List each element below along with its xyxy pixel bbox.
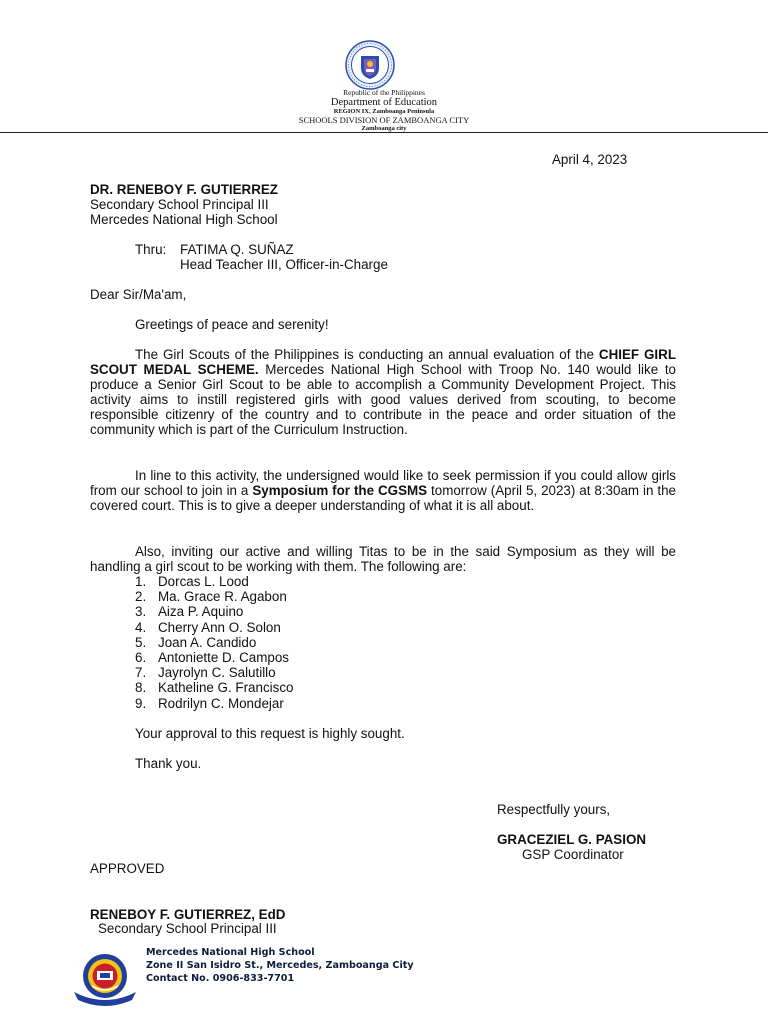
list-item [135,696,293,711]
list-item-name: Antoniette D. Campos [158,650,289,666]
footer-address: Zone II San Isidro St., Mercedes, Zamboanga City [146,960,414,971]
closing-phrase: Respectfully yours, [497,802,611,817]
recipient-school: Mercedes National High School [90,212,278,227]
recipient-name: DR. RENEBOY F. GUTIERREZ [90,182,278,197]
list-item-number: 7. [135,665,147,681]
list-item-name: Ma. Grace R. Agabon [158,589,287,605]
footer-school-name: Mercedes National High School [146,947,315,958]
list-item-number: 4. [135,619,147,635]
list-item-number: 2. [135,589,147,605]
school-logo-icon [70,950,140,1008]
paragraph-permission-text-b: tomorrow (April 5, 2023) at 8:30am in the covered court. This is to give a deeper understanding of what it is all about. [90,483,676,513]
list-item [135,635,293,650]
sender-title: GSP Coordinator [522,847,624,862]
list-item-number: 5. [135,634,147,650]
greeting: Greetings of peace and serenity! [135,317,329,332]
republic-line: Republic of the Philippines [343,88,425,97]
list-item [135,665,293,680]
city-line: Zamboanga city [361,125,407,132]
region-line: REGION IX, Zamboanga Peninsula [333,108,435,115]
department-name: Department of Education [330,97,438,108]
list-item-name: Cherry Ann O. Solon [158,619,281,635]
approval-request: Your approval to this request is highly sought. [135,726,405,741]
list-item [135,604,293,619]
approved-label: APPROVED [90,861,165,876]
sender-name: GRACEZIEL G. PASION [497,832,647,847]
footer-contact: Contact No. 0906-833-7701 [146,973,295,984]
paragraph-permission-text-a: In line to this activity, the undersigned would like to seek permission if you could allow girls from our school to join in a [90,468,676,498]
paragraph-evaluation-text-b: Mercedes National High School with Troop No. 140 would like to produce a Senior Girl Scout to be able to accomplish a Community Development Project. This activity aims to instill registered girls with good values derived from scouting, to become responsible citizenry of the country and to contribute in the peace and order situation of the community which is part of the Curriculum Instruction. [90,362,676,437]
list-item-number: 1. [135,574,147,589]
list-item-name: Rodrilyn C. Mondejar [158,695,284,711]
list-item [135,650,293,665]
list-item-name: Joan A. Candido [158,634,257,650]
recipient-title: Secondary School Principal III [90,197,269,212]
titas-list [135,574,293,711]
paragraph-evaluation-text-a: The Girl Scouts of the Philippines is conducting an annual evaluation of the [135,347,599,362]
list-item [135,574,293,589]
list-item [135,680,293,695]
paragraph-evaluation [90,347,676,437]
approver-name: RENEBOY F. GUTIERREZ, EdD [90,907,286,922]
list-item-name: Aiza P. Aquino [158,604,244,620]
letter-date: April 4, 2023 [552,152,628,167]
thru-title: Head Teacher III, Officer-in-Charge [180,257,388,272]
list-item-number: 9. [135,695,147,711]
paragraph-titas [90,544,676,574]
division-line: SCHOOLS DIVISION OF ZAMBOANGA CITY [298,115,470,125]
deped-seal-icon [345,40,395,90]
list-item-name: Katheline G. Francisco [158,680,294,696]
thru-label: Thru: [135,242,167,257]
approver-title: Secondary School Principal III [98,921,277,936]
list-item-name: Jayrolyn C. Salutillo [158,665,276,681]
list-item-number: 3. [135,604,147,620]
symposium-name: Symposium for the CGSMS [252,483,428,498]
list-item-number: 8. [135,680,147,696]
list-item [135,589,293,604]
medal-scheme-name: CHIEF GIRL SCOUT MEDAL SCHEME. [90,347,676,377]
thank-you: Thank you. [135,756,202,771]
list-item [135,620,293,635]
list-item-name: Dorcas L. Lood [158,574,249,589]
paragraph-permission [90,468,676,513]
header-divider [0,132,768,133]
list-item-number: 6. [135,650,147,666]
thru-name: FATIMA Q. SUÑAZ [180,242,294,257]
salutation: Dear Sir/Ma'am, [90,287,187,302]
paragraph-titas-text: Also, inviting our active and willing Titas to be in the said Symposium as they will be handling a girl scout to be working with them. The following are: [90,544,676,574]
